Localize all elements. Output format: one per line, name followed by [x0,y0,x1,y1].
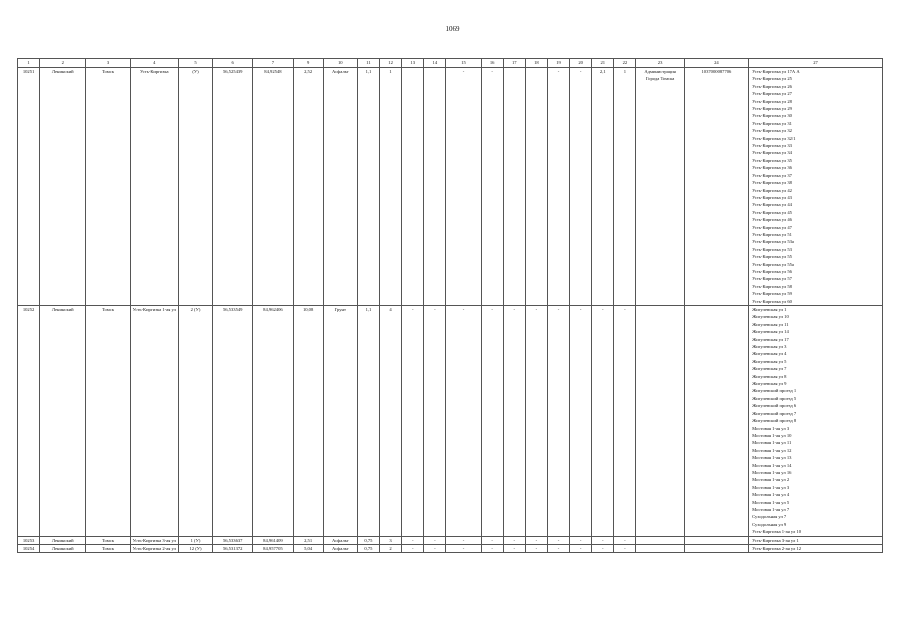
table-cell: 84,962406 [253,306,293,537]
address-line: Усть-Киргизка ул 34 [752,150,792,156]
table-cell: 4 [380,306,402,537]
table-cell [684,545,748,553]
table-cell: - [402,306,424,537]
address-line: Усть-Киргизка ул 44 [752,202,792,208]
table-cell: 56,533549 [213,306,253,537]
table-cell: - [570,68,592,306]
table-row [18,536,883,544]
table-cell: - [481,68,503,306]
table-cell: 2 [380,545,402,553]
table-cell: 10251 [18,68,40,306]
table-cell: - [446,536,481,544]
table-cell: 1,1 [357,306,379,537]
table-cell: 84,92548 [253,68,293,306]
address-line: Усть-Киргизка ул 58 [752,283,792,289]
table-cell: - [525,545,547,553]
table-cell [684,306,748,537]
table-cell: - [503,306,525,537]
table-cell: Ленинский [40,68,86,306]
address-line: Усть-Киргизка ул 59 [752,291,792,297]
header-cell: 1 [18,59,40,68]
address-line: Усть-Киргизка ул 47 [752,224,792,230]
table-cell: Грунт [323,306,357,537]
address-line: Усть-Киргизка ул 53а [752,239,794,245]
table-cell: - [481,545,503,553]
table-cell: 0,75 [357,536,379,544]
table-cell [636,306,684,537]
header-cell: 11 [357,59,379,68]
page-number: 1069 [445,25,460,33]
address-line: Усть-Киргизка ул 56 [752,268,792,274]
header-cell: 19 [547,59,569,68]
table-cell: - [402,536,424,544]
header-cell: 2 [40,59,86,68]
header-cell: 22 [614,59,636,68]
header-cell: 16 [481,59,503,68]
address-line: Жигулевская ул 3 [752,344,787,350]
table-cell: - [592,536,614,544]
table-cell: 2,52 [293,68,323,306]
address-line: Жигулевская ул 1 [752,307,787,312]
address-line: Усть-Киргизка ул 43 [752,194,792,200]
table-cell [525,68,547,306]
road-registry-table [17,58,883,553]
table-cell: - [446,545,481,553]
address-line: Усть-Киргизка 1-ая ул 10 [752,529,802,535]
table-cell: 12 (У) [178,545,212,553]
table-cell: Усть-Киргизка 2-ая ул [130,545,178,553]
table-cell [424,68,446,306]
address-line: Мостовая 1-ая ул 3 [752,425,790,431]
table-cell: - [547,536,569,544]
table-cell: - [525,306,547,537]
address-line: Усть-Киргизка ул 30 [752,113,792,119]
table-cell: - [592,545,614,553]
table-row [18,545,883,553]
table-cell: Администрация Города Томска [636,68,684,306]
address-line: Жигулевский проезд 7 [752,410,797,416]
address-line: Жигулевская ул 17 [752,336,789,342]
table-cell: - [570,545,592,553]
header-cell: 15 [446,59,481,68]
address-line: Жигулевский проезд 8 [752,418,797,424]
table-cell: - [592,306,614,537]
address-line: Жигулевский проезд 1 [752,388,797,394]
table-cell: 3 [380,536,402,544]
header-cell: 20 [570,59,592,68]
table-cell: 56,533637 [213,536,253,544]
table-cell: Ленинский [40,536,86,544]
address-line: Жигулевская ул 5 [752,358,787,364]
address-line: Мостовая 1-ая ул 4 [752,492,790,498]
address-line: Жигулевская ул 8 [752,373,787,379]
address-line: Усть-Киргизка ул 36 [752,165,792,171]
address-line: Усть-Киргизка ул 32 [752,128,792,134]
table-cell: 84,957705 [253,545,293,553]
table-cell: - [614,545,636,553]
table-cell: Усть-Киргизка 1-ая ул [130,306,178,537]
table-cell [503,68,525,306]
address-line: Жигулевский проезд 6 [752,403,797,409]
address-list-cell [749,545,883,553]
table-cell [636,536,684,544]
table-cell: - [446,68,481,306]
address-line: Жигулевский проезд 5 [752,395,797,401]
table-cell: - [446,306,481,537]
table-cell: - [570,536,592,544]
header-cell: 14 [424,59,446,68]
address-line: Усть-Киргизка ул 38 [752,180,792,186]
address-line: Усть-Киргизка ул 45 [752,209,792,215]
table-cell: - [503,545,525,553]
address-line: Мостовая 1-ая ул 10 [752,432,792,438]
header-cell: 17 [503,59,525,68]
header-cell: 9 [293,59,323,68]
header-cell: 6 [213,59,253,68]
address-line: Усть-Киргизка ул 35 [752,157,792,163]
address-line: Жигулевская ул 4 [752,351,787,357]
table-cell: 5,04 [293,545,323,553]
address-line: Мостовая 1-ая ул 3 [752,484,790,490]
table-cell: 1,1 [357,68,379,306]
table-body [18,68,883,553]
header-cell: 4 [130,59,178,68]
table-cell: 10252 [18,306,40,537]
table-cell: - [547,306,569,537]
header-cell: 5 [178,59,212,68]
address-line: Усть-Киргизка ул 33 [752,143,792,149]
address-line: Мостовая 1-ая ул 5 [752,499,790,505]
address-line: Жигулевская ул 9 [752,381,787,387]
address-line: Усть-Киргизка ул 51 [752,231,792,237]
address-line: Жигулевская ул 7 [752,366,787,372]
header-cell: 10 [323,59,357,68]
address-line: Усть-Киргизка ул 32/1 [752,135,796,141]
address-line: Усть-Киргизка ул 28 [752,98,792,104]
table-cell: - [424,306,446,537]
table-cell: Томск [86,545,130,553]
header-cell: 18 [525,59,547,68]
address-line: Усть-Киргизка ул 55а [752,261,794,267]
address-line: Усть-Киргизка 2-ая ул 12 [752,546,802,551]
address-line: Мостовая 1-ая ул 16 [752,469,792,475]
header-row [18,59,883,68]
table-cell: (У) [178,68,212,306]
table-cell: 1 (У) [178,536,212,544]
table-row [18,306,883,537]
table-cell: Асфальт [323,545,357,553]
address-line: Жигулевская ул 11 [752,321,789,327]
table-cell: Томск [86,68,130,306]
header-cell: 12 [380,59,402,68]
table-cell: 10254 [18,545,40,553]
address-line: Жигулевская ул 10 [752,314,789,320]
address-line: Усть-Киргизка ул 25 [752,76,792,82]
table-cell: Асфальт [323,536,357,544]
header-cell: 27 [749,59,883,68]
table-cell: - [547,68,569,306]
table-cell: 2,51 [293,536,323,544]
address-line: Жигулевская ул 14 [752,329,789,335]
address-line: Усть-Киргизка ул 26 [752,83,792,89]
address-line: Усть-Киргизка ул 53 [752,246,792,252]
header-cell: 3 [86,59,130,68]
table-row [18,68,883,306]
address-line: Усть-Киргизка ул 57 [752,276,792,282]
address-line: Усть-Киргизка ул 31 [752,120,792,126]
table-cell: 84,961409 [253,536,293,544]
address-line: Усть-Киргизка ул 42 [752,187,792,193]
table-cell: - [424,536,446,544]
header-cell: 24 [684,59,748,68]
address-line: Усть-Киргизка ул 29 [752,106,792,112]
table-cell: 0,75 [357,545,379,553]
table-cell: Томск [86,306,130,537]
address-line: Мостовая 1-ая ул 12 [752,447,792,453]
address-line: Мостовая 1-ая ул 13 [752,455,792,461]
table-cell: - [481,536,503,544]
table-cell [402,68,424,306]
address-list-cell [749,536,883,544]
table-cell: - [481,306,503,537]
address-line: Усть-Киргизка 3-ая ул 1 [752,537,799,543]
table-cell: Усть-Киргизка 3-ая ул [130,536,178,544]
table-cell: 2 (У) [178,306,212,537]
table-cell: - [503,536,525,544]
table-cell: - [402,545,424,553]
table-cell: 2,1 [592,68,614,306]
address-line: Мостовая 1-ая ул 7 [752,506,790,512]
table-cell: - [614,536,636,544]
table-cell: 10253 [18,536,40,544]
address-line: Усть-Киргизка ул 55 [752,254,792,260]
address-line: Суходольная ул 7 [752,514,787,520]
address-line: Усть-Киргизка ул 27 [752,91,792,97]
header-cell: 7 [253,59,293,68]
table-cell: - [547,545,569,553]
table-cell [636,545,684,553]
table-cell: - [570,306,592,537]
table-cell: 56,531372 [213,545,253,553]
address-line: Усть-Киргизка ул 46 [752,217,792,223]
table-cell: 56,525439 [213,68,253,306]
table-cell: 1037000087706 [684,68,748,306]
table-cell: 10,08 [293,306,323,537]
table-cell: Асфальт [323,68,357,306]
address-line: Суходольная ул 9 [752,521,787,527]
table-cell: Усть-Киргизка [130,68,178,306]
table-cell: - [614,306,636,537]
table-cell: Томск [86,536,130,544]
address-list-cell [749,68,883,306]
table-cell [684,536,748,544]
address-list-cell [749,306,883,537]
table-cell: 1 [614,68,636,306]
address-line: Усть-Киргизка ул 17А А [752,69,800,74]
header-cell: 21 [592,59,614,68]
header-cell: 23 [636,59,684,68]
table-cell: - [525,536,547,544]
address-line: Мостовая 1-ая ул 11 [752,440,792,446]
header-cell: 13 [402,59,424,68]
address-line: Усть-Киргизка ул 37 [752,172,792,178]
table-cell: Ленинский [40,306,86,537]
address-line: Усть-Киргизка ул 60 [752,298,792,304]
address-line: Мостовая 1-ая ул 2 [752,477,790,483]
table-cell: 1 [380,68,402,306]
table-cell: Ленинский [40,545,86,553]
address-line: Мостовая 1-ая ул 14 [752,462,792,468]
table-cell: - [424,545,446,553]
